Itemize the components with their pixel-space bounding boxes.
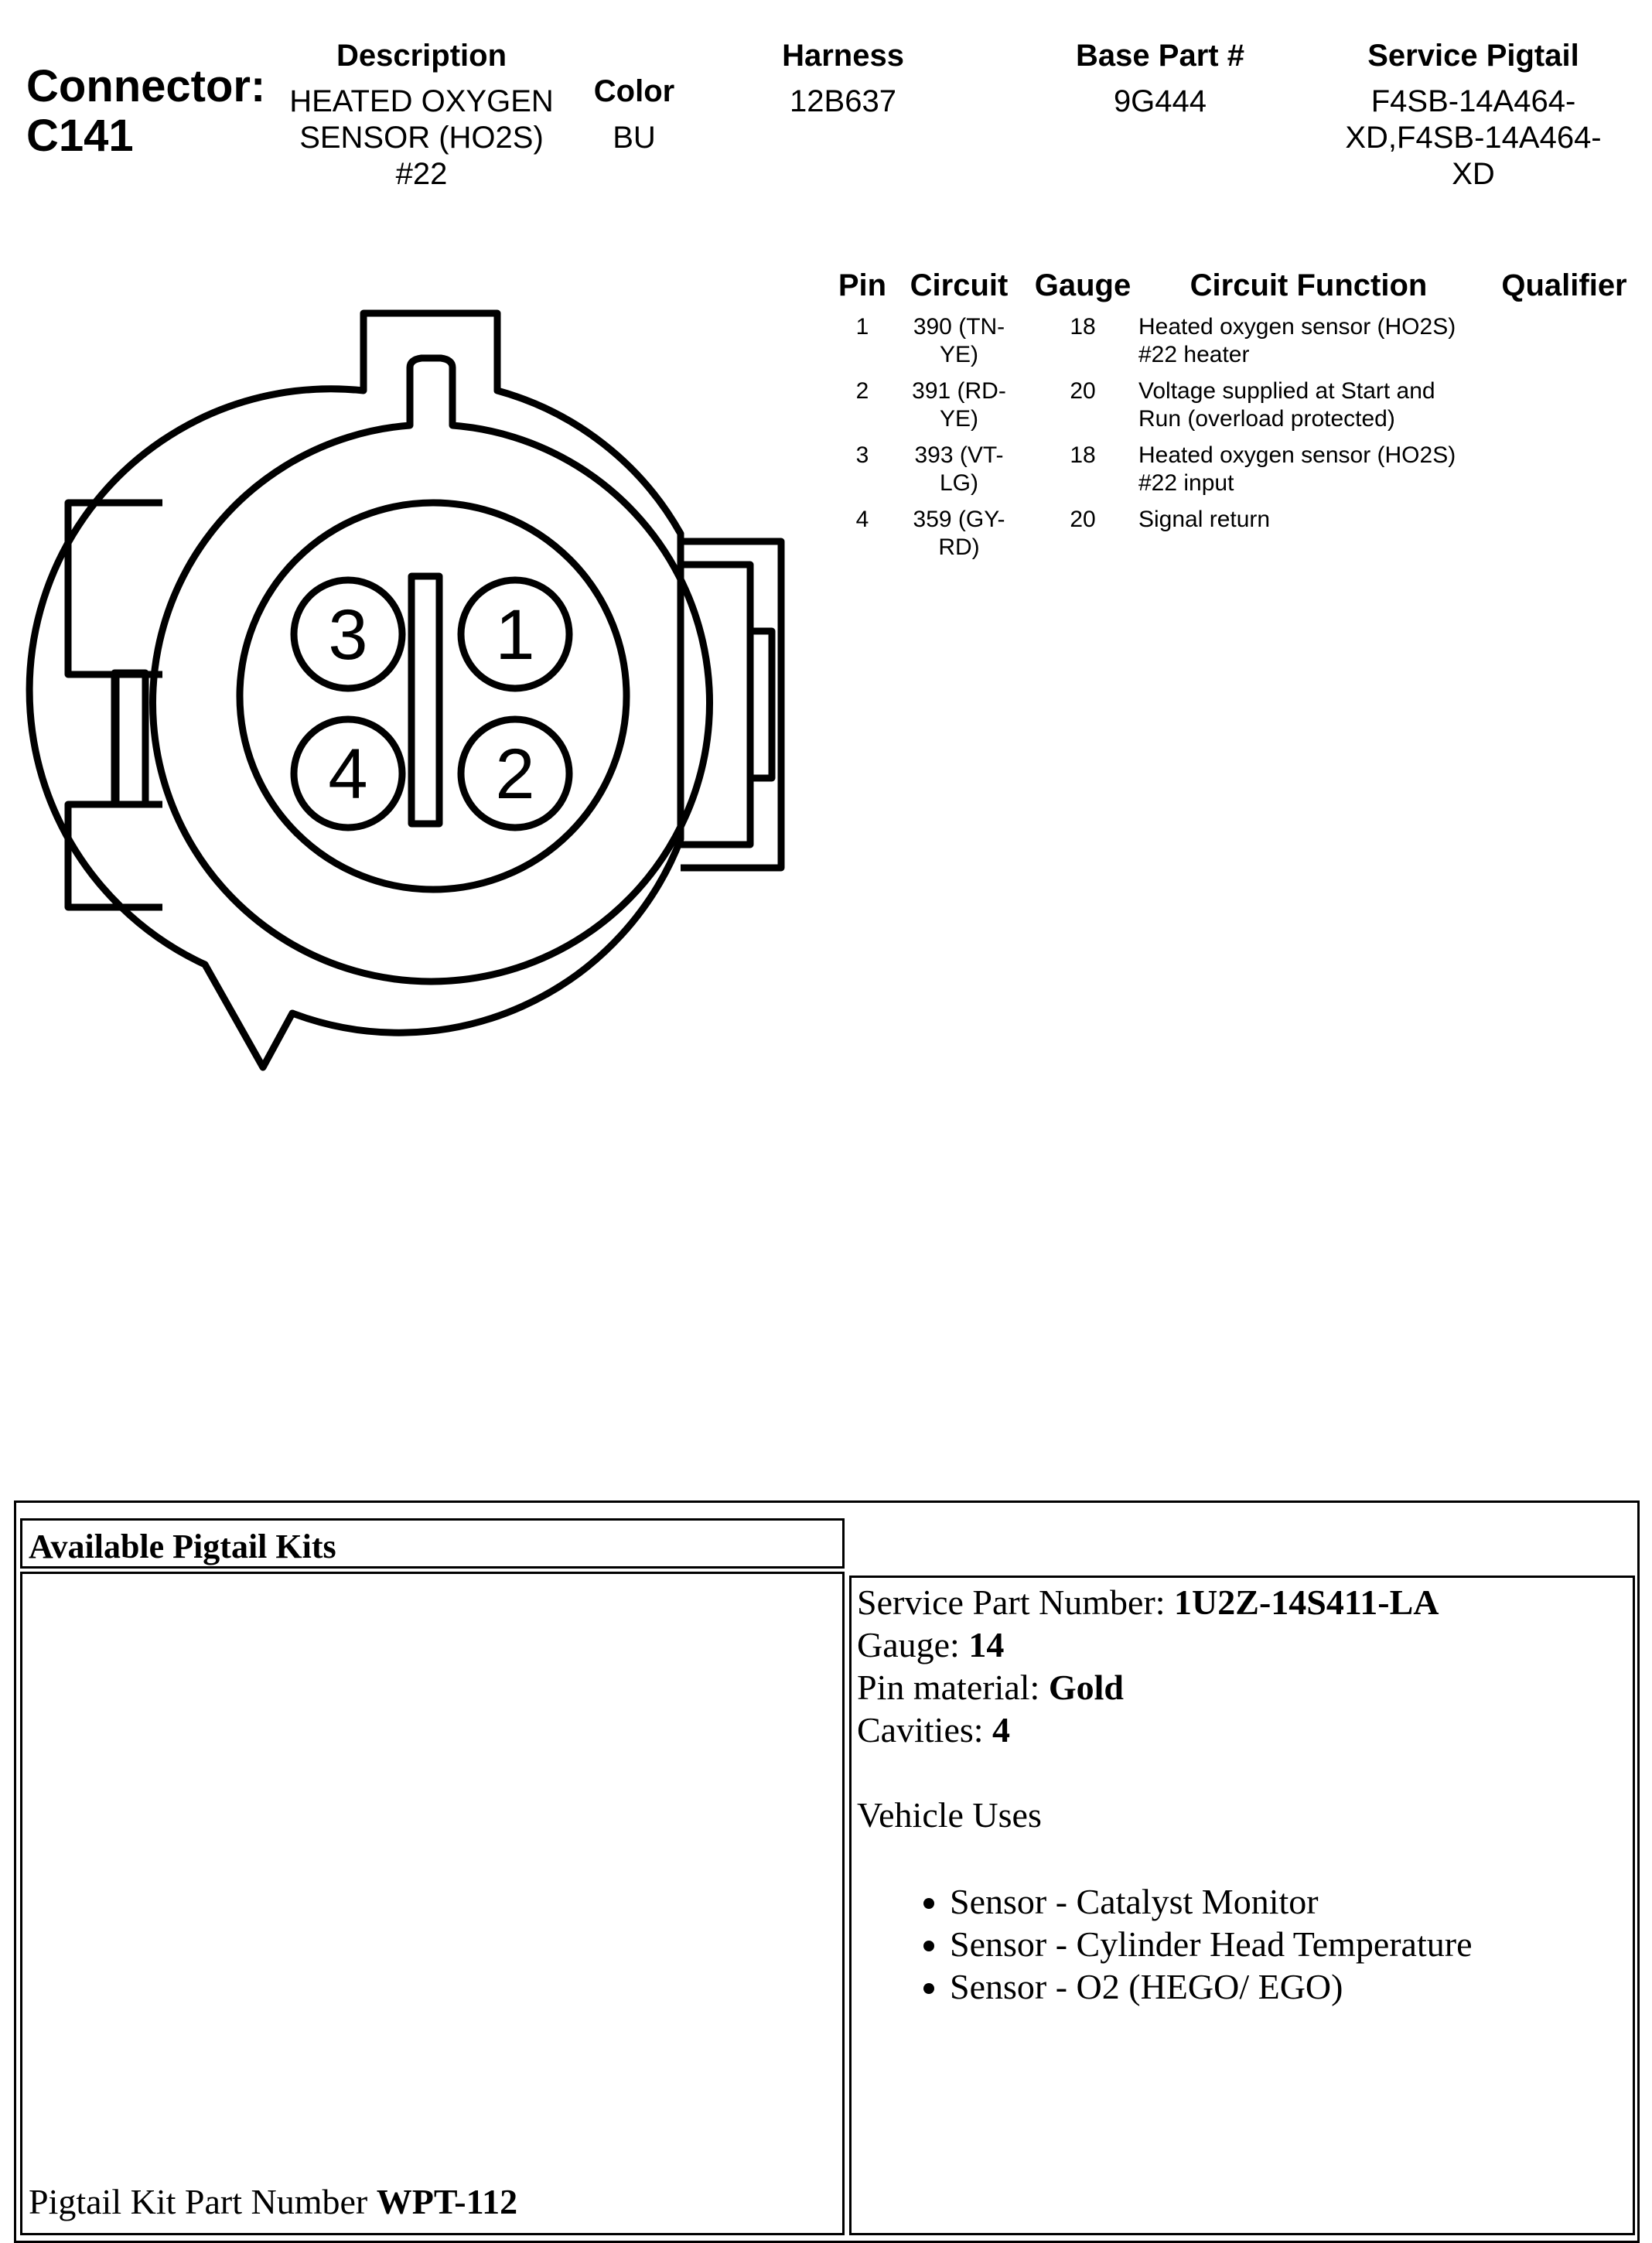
description-line: #22 bbox=[395, 157, 448, 191]
color-value: BU bbox=[613, 121, 656, 155]
pin-column-header: Pin bbox=[838, 268, 887, 302]
vehicle-uses-list bbox=[950, 1880, 1473, 2008]
pin-material-value: Gold bbox=[1048, 1668, 1124, 1707]
gauge-cell: 18 bbox=[1070, 314, 1096, 340]
function-cell bbox=[1138, 442, 1502, 497]
function-line: Signal return bbox=[1138, 507, 1271, 532]
connector-label-block bbox=[26, 62, 265, 161]
service-pigtail-line: XD,F4SB-14A464- bbox=[1345, 121, 1602, 155]
connector-right-latch-outer bbox=[681, 541, 781, 868]
service-pigtail-line: F4SB-14A464- bbox=[1370, 84, 1576, 118]
gauge-column-header: Gauge bbox=[1034, 268, 1131, 302]
connector-pin-cavity bbox=[240, 503, 626, 889]
pigtail-kit-part-number-line bbox=[29, 2180, 517, 2223]
cavities-value: 4 bbox=[992, 1710, 1011, 1750]
pin-material-label: Pin material: bbox=[857, 1668, 1049, 1707]
circuit-line: 359 (GY- bbox=[913, 507, 1005, 532]
base-part-header: Base Part # bbox=[1076, 39, 1244, 73]
harness-value: 12B637 bbox=[790, 84, 896, 118]
circuit-cell bbox=[897, 313, 1021, 369]
circuit-line: YE) bbox=[939, 406, 978, 432]
description-header: Description bbox=[336, 39, 507, 73]
pigtail-kit-details-cell bbox=[849, 1576, 1635, 2235]
pigtail-kits-title: Available Pigtail Kits bbox=[29, 1528, 336, 1565]
circuit-function-column-header: Circuit Function bbox=[1190, 268, 1428, 302]
cavities-line bbox=[857, 1709, 1473, 1751]
description-line: HEATED OXYGEN bbox=[289, 84, 554, 118]
circuit-line: YE) bbox=[939, 342, 978, 367]
service-pigtail-line: XD bbox=[1452, 157, 1495, 191]
pin-cell: 3 bbox=[855, 442, 869, 468]
pigtail-kit-part-cell bbox=[20, 1572, 845, 2235]
circuit-line: 391 (RD- bbox=[912, 378, 1006, 404]
kit-gauge-label: Gauge: bbox=[857, 1625, 969, 1664]
pigtail-kit-part-number: WPT-112 bbox=[376, 2182, 518, 2221]
circuit-line: 393 (VT- bbox=[914, 442, 1004, 468]
function-cell bbox=[1138, 377, 1502, 433]
vehicle-use-item: • Sensor - Catalyst Monitor bbox=[950, 1880, 1473, 1923]
pigtail-kits-title-cell bbox=[20, 1518, 845, 1569]
base-part-value: 9G444 bbox=[1113, 84, 1207, 118]
cavities-label: Cavities: bbox=[857, 1710, 993, 1750]
spacer bbox=[857, 1836, 1473, 1880]
pin-3-label: 3 bbox=[328, 596, 368, 674]
function-line: #22 heater bbox=[1138, 342, 1250, 367]
vehicle-use-item: • Sensor - O2 (HEGO/ EGO) bbox=[950, 1965, 1473, 2008]
gauge-cell: 18 bbox=[1070, 442, 1096, 468]
pigtail-kit-part-label: Pigtail Kit Part Number bbox=[29, 2182, 377, 2221]
connector-center-key bbox=[411, 576, 439, 824]
gauge-cell: 20 bbox=[1070, 507, 1096, 532]
circuit-column-header: Circuit bbox=[910, 268, 1009, 302]
circuit-line: LG) bbox=[939, 470, 978, 496]
circuit-line: 390 (TN- bbox=[913, 314, 1005, 340]
spacer bbox=[857, 1751, 1473, 1794]
pin-4-label: 4 bbox=[328, 735, 368, 814]
pin-cell: 2 bbox=[855, 378, 869, 404]
function-line: Heated oxygen sensor (HO2S) bbox=[1138, 442, 1456, 468]
kit-gauge-line bbox=[857, 1623, 1473, 1666]
pin-material-line bbox=[857, 1666, 1473, 1709]
circuit-cell bbox=[897, 506, 1021, 562]
pin-cell: 1 bbox=[855, 314, 869, 340]
qualifier-column-header: Qualifier bbox=[1501, 268, 1627, 302]
kit-gauge-value: 14 bbox=[968, 1625, 1005, 1664]
description-line: SENSOR (HO2S) bbox=[299, 121, 544, 155]
circuit-line: RD) bbox=[938, 534, 980, 560]
service-part-number: 1U2Z-14S411-LA bbox=[1174, 1582, 1439, 1622]
vehicle-uses-label: Vehicle Uses bbox=[857, 1795, 1042, 1835]
connector-face-diagram bbox=[0, 232, 820, 1098]
connector-label: Connector: bbox=[26, 61, 266, 111]
circuit-cell bbox=[897, 377, 1021, 433]
function-cell bbox=[1138, 506, 1502, 534]
harness-header: Harness bbox=[782, 39, 904, 73]
function-cell bbox=[1138, 313, 1502, 369]
pin-2-label: 2 bbox=[495, 735, 535, 814]
connector-left-tab-upper bbox=[68, 503, 162, 674]
connector-right-latch-bar bbox=[750, 631, 772, 778]
color-header: Color bbox=[593, 74, 675, 108]
function-line: Heated oxygen sensor (HO2S) bbox=[1138, 314, 1456, 340]
vehicle-use-item: • Sensor - Cylinder Head Temperature bbox=[950, 1923, 1473, 1965]
pin-1-label: 1 bbox=[495, 596, 535, 674]
service-part-label: Service Part Number: bbox=[857, 1582, 1175, 1622]
connector-id: C141 bbox=[26, 111, 134, 161]
pin-cell: 4 bbox=[855, 507, 869, 532]
function-line: Run (overload protected) bbox=[1138, 406, 1395, 432]
pigtail-kit-details bbox=[857, 1581, 1473, 2008]
service-part-line bbox=[857, 1581, 1473, 1623]
circuit-cell bbox=[897, 442, 1021, 497]
gauge-cell: 20 bbox=[1070, 378, 1096, 404]
service-pigtail-value bbox=[1299, 84, 1647, 193]
service-pigtail-header: Service Pigtail bbox=[1367, 39, 1579, 73]
function-line: Voltage supplied at Start and bbox=[1138, 378, 1435, 404]
description-value bbox=[267, 84, 576, 193]
function-line: #22 input bbox=[1138, 470, 1234, 496]
